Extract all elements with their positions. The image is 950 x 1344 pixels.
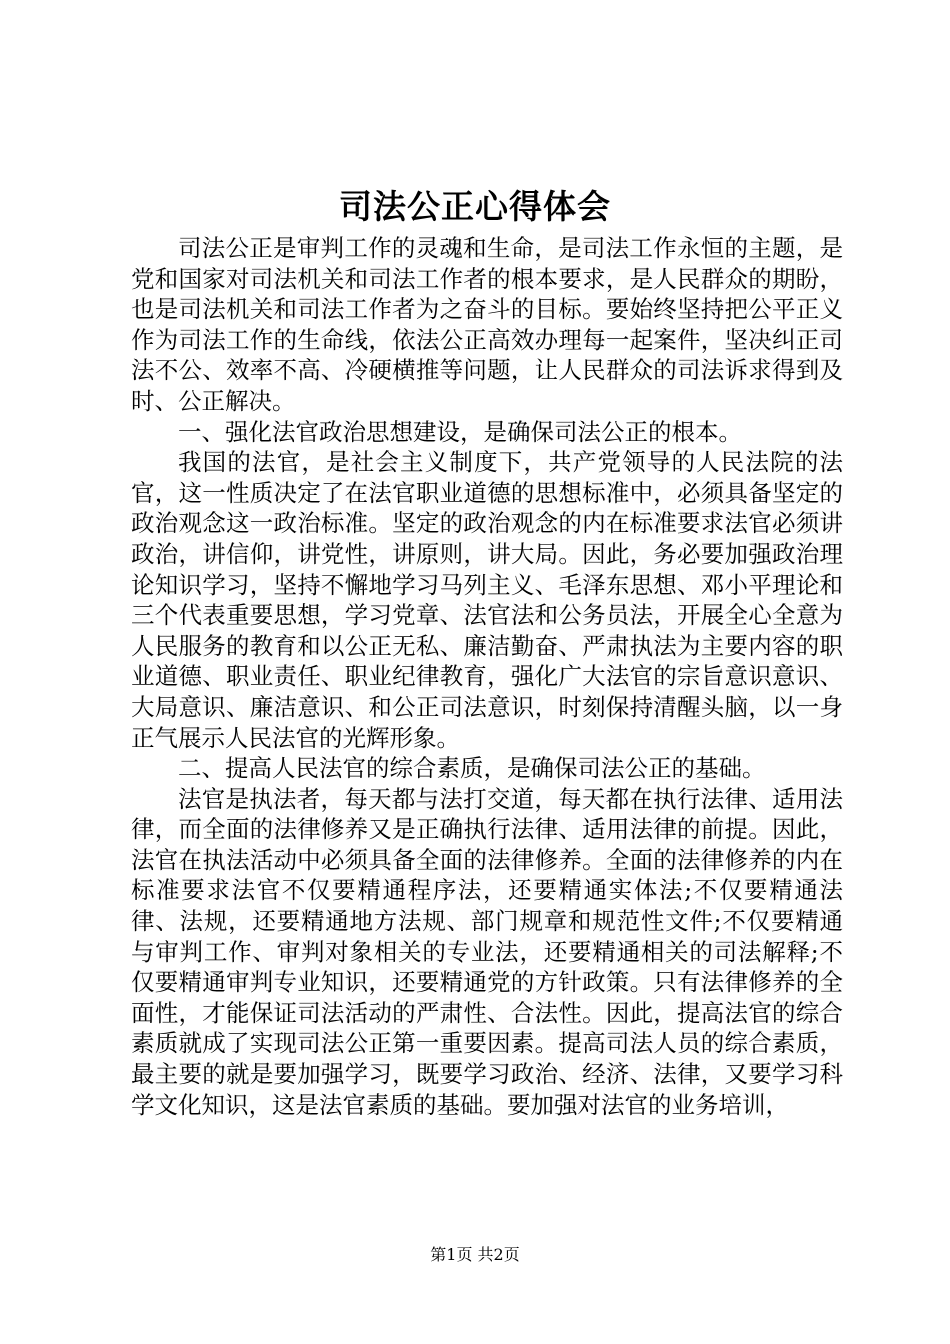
paragraph-intro: 司法公正是审判工作的灵魂和生命，是司法工作永恒的主题，是党和国家对司法机关和司法工作者的根本要求，是人民群众的期盼，也是司法机关和司法工作者为之奋斗的目标。要始终坚持把公平正义作为司法工作的生命线，依法公正高效办理每一起案件，坚决纠正司法不公、效率不高、冷硬横推等问题，让人民群众的司法诉求得到及时、公正解决。 (131, 234, 843, 415)
document-title: 司法公正心得体会 (339, 187, 611, 226)
section-heading-2: 二、提高人民法官的综合素质，是确保司法公正的基础。 (178, 754, 766, 783)
document-body (131, 233, 843, 1120)
section-heading-1: 一、强化法官政治思想建设，是确保司法公正的根本。 (178, 417, 742, 446)
paragraph-section-1: 我国的法官，是社会主义制度下，共产党领导的人民法院的法官，这一性质决定了在法官职业道德的思想标准中，必须具备坚定的政治观念这一政治标准。坚定的政治观念的内在标准要求法官必须讲政治，讲信仰，讲党性，讲原则，讲大局。因此，务必要加强政治理论知识学习，坚持不懈地学习马列主义、毛泽东思想、邓小平理论和三个代表重要思想，学习党章、法官法和公务员法，开展全心全意为人民服务的教育和以公正无私、廉洁勤奋、严肃执法为主要内容的职业道德、职业责任、职业纪律教育，强化广大法官的宗旨意识意识、大局意识、廉洁意识、和公正司法意识，时刻保持清醒头脑，以一身正气展示人民法官的光辉形象。 (131, 448, 843, 752)
page-footer: 第1页 共2页 (430, 1245, 520, 1264)
paragraph-section-2: 法官是执法者，每天都与法打交道，每天都在执行法律、适用法律，而全面的法律修养又是正确执行法律、适用法律的前提。因此，法官在执法活动中必须具备全面的法律修养。全面的法律修养的内在标准要求法官不仅要精通程序法，还要精通实体法;不仅要精通法律、法规，还要精通地方法规、部门规章和规范性文件;不仅要精通与审判工作、审判对象相关的专业法，还要精通相关的司法解释;不仅要精通审判专业知识，还要精通党的方针政策。只有法律修养的全面性，才能保证司法活动的严肃性、合法性。因此，提高法官的综合素质就成了实现司法公正第一重要因素。提高司法人员的综合素质，最主要的就是要加强学习，既要学习政治、经济、法律，又要学习科学文化知识，这是法官素质的基础。要加强对法官的业务培训， (131, 784, 843, 1119)
